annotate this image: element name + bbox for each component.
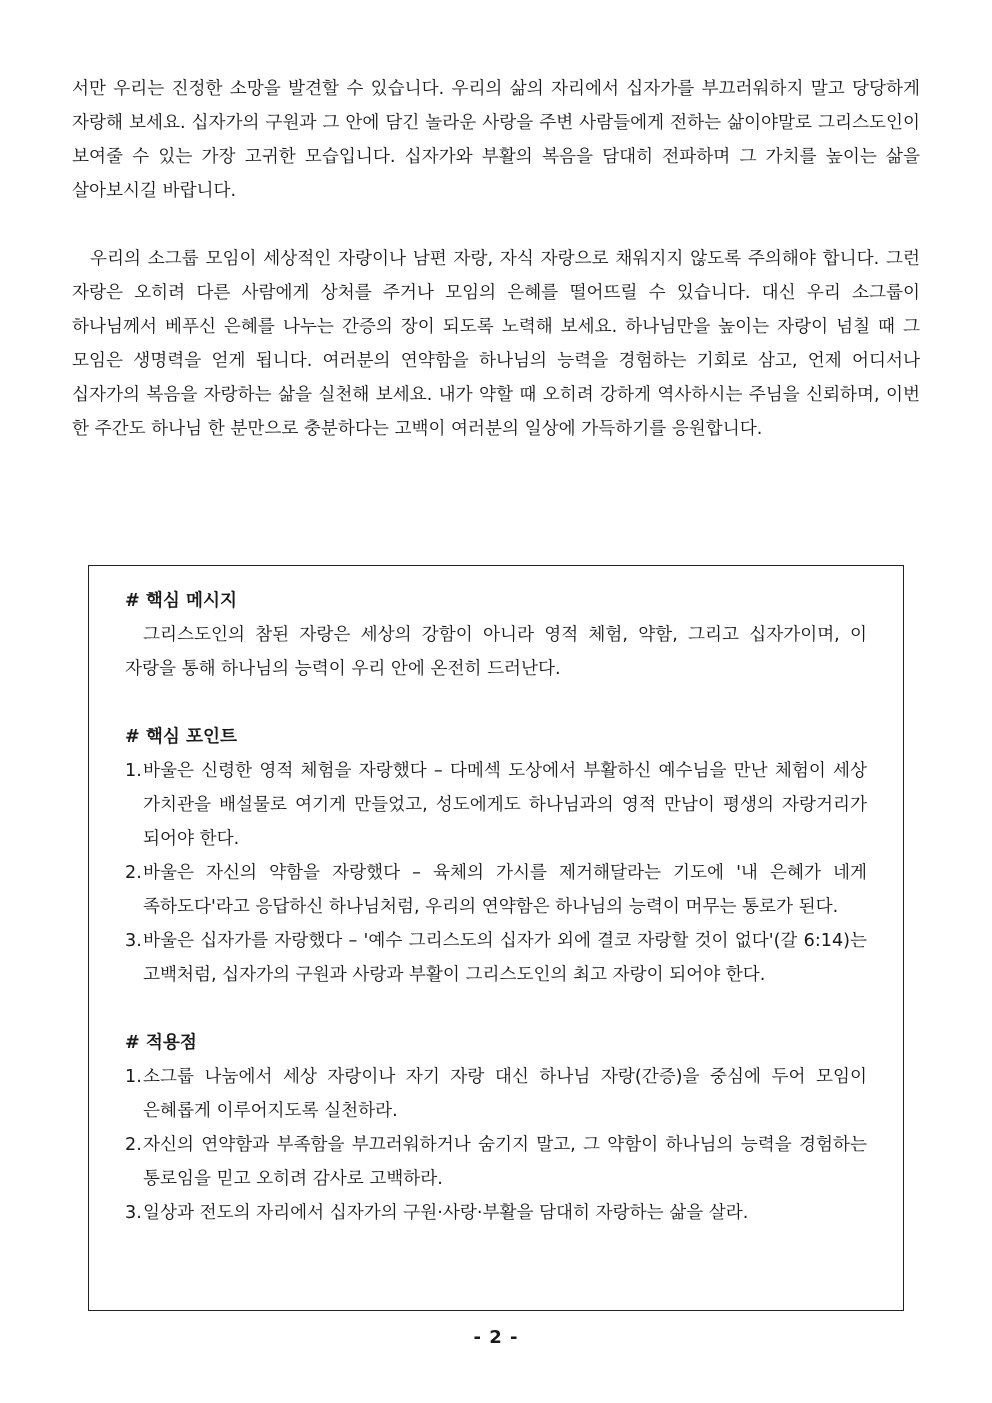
key-point-text: 바울은 십자가를 자랑했다 – '예수 그리스도의 십자가 외에 결코 자랑할 것이 없다'(갈 6:14)는 고백처럼, 십자가의 구원과 사랑과 부활이 그리스도인의 최고 자랑이 되어야 한다. — [143, 931, 867, 985]
key-point-item — [125, 856, 867, 924]
core-message-text: 그리스도인의 참된 자랑은 세상의 강함이 아니라 영적 체험, 약함, 그리고 십자가이며, 이 자랑을 통해 하나님의 능력이 우리 안에 온전히 드러난다. — [125, 625, 867, 679]
application-text: 소그룹 나눔에서 세상 자랑이나 자기 자랑 대신 하나님 자랑(간증)을 중심에 두어 모임이 은혜롭게 이루어지도록 실천하라. — [143, 1067, 867, 1121]
key-point-text: 바울은 신령한 영적 체험을 자랑했다 – 다메섹 도상에서 부활하신 예수님을 만난 체험이 세상 가치관을 배설물로 여기게 만들었고, 성도에게도 하나님과의 영적 만남이 평생의 자랑거리가 되어야 한다. — [143, 761, 867, 849]
application-item — [125, 1128, 867, 1196]
summary-box — [88, 565, 904, 1311]
application-text: 일상과 전도의 자리에서 십자가의 구원·사랑·부활을 담대히 자랑하는 삶을 살라. — [143, 1203, 749, 1223]
key-points-heading: # 핵심 포인트 — [125, 727, 237, 747]
body-paragraph-2: 우리의 소그룹 모임이 세상적인 자랑이나 남편 자랑, 자식 자랑으로 채워지지 않도록 주의해야 합니다. 그런 자랑은 오히려 다른 사람에게 상처를 주거나 모임의 은혜를 떨어뜨릴 수 있습니다. 대신 우리 소그룹이 하나님께서 베푸신 은혜를 나누는 간증의 장이 되도록 노력해 보세요. 하나님만을 높이는 자랑이 넘칠 때 그 모임은 생명력을 얻게 됩니다. 여러분의 연약함을 하나님의 능력을 경험하는 기회로 삼고, 언제 어디서나 십자가의 복음을 자랑하는 삶을 실천해 보세요. 내가 약할 때 오히려 강하게 역사하시는 주님을 신뢰하며, 이번 한 주간도 하나님 한 분만으로 충분하다는 고백이 여러분의 일상에 가득하기를 응원합니다. — [72, 249, 920, 439]
key-point-item — [125, 754, 867, 856]
application-text: 자신의 연약함과 부족함을 부끄러워하거나 숨기지 말고, 그 약함이 하나님의 능력을 경험하는 통로임을 믿고 오히려 감사로 고백하라. — [143, 1135, 867, 1189]
application-item — [125, 1060, 867, 1128]
key-points-list — [125, 754, 867, 992]
list-number: 1. — [125, 1067, 142, 1087]
application-list — [125, 1060, 867, 1230]
key-point-text: 바울은 자신의 약함을 자랑했다 – 육체의 가시를 제거해달라는 기도에 '내 은혜가 네게 족하도다'라고 응답하신 하나님처럼, 우리의 연약함은 하나님의 능력이 머무는 통로가 된다. — [143, 863, 867, 917]
core-message-heading: # 핵심 메시지 — [125, 591, 237, 611]
list-number: 3. — [125, 931, 142, 951]
summary-content — [125, 584, 867, 1230]
section-spacer — [125, 992, 867, 1026]
section-spacer — [125, 686, 867, 720]
key-point-item — [125, 924, 867, 992]
list-number: 3. — [125, 1203, 142, 1223]
list-number: 1. — [125, 761, 142, 781]
list-number: 2. — [125, 863, 142, 883]
application-heading: # 적용점 — [125, 1033, 197, 1053]
application-item — [125, 1196, 867, 1230]
list-number: 2. — [125, 1135, 142, 1155]
body-paragraph-1: 서만 우리는 진정한 소망을 발견할 수 있습니다. 우리의 삶의 자리에서 십자가를 부끄러워하지 말고 당당하게 자랑해 보세요. 십자가의 구원과 그 안에 담긴 놀라운 사랑을 주변 사람들에게 전하는 삶이야말로 그리스도인이 보여줄 수 있는 가장 고귀한 모습입니다. 십자가와 부활의 복음을 담대히 전파하며 그 가치를 높이는 삶을 살아보시길 바랍니다. — [72, 79, 920, 201]
page-number: - 2 - — [473, 1327, 519, 1348]
